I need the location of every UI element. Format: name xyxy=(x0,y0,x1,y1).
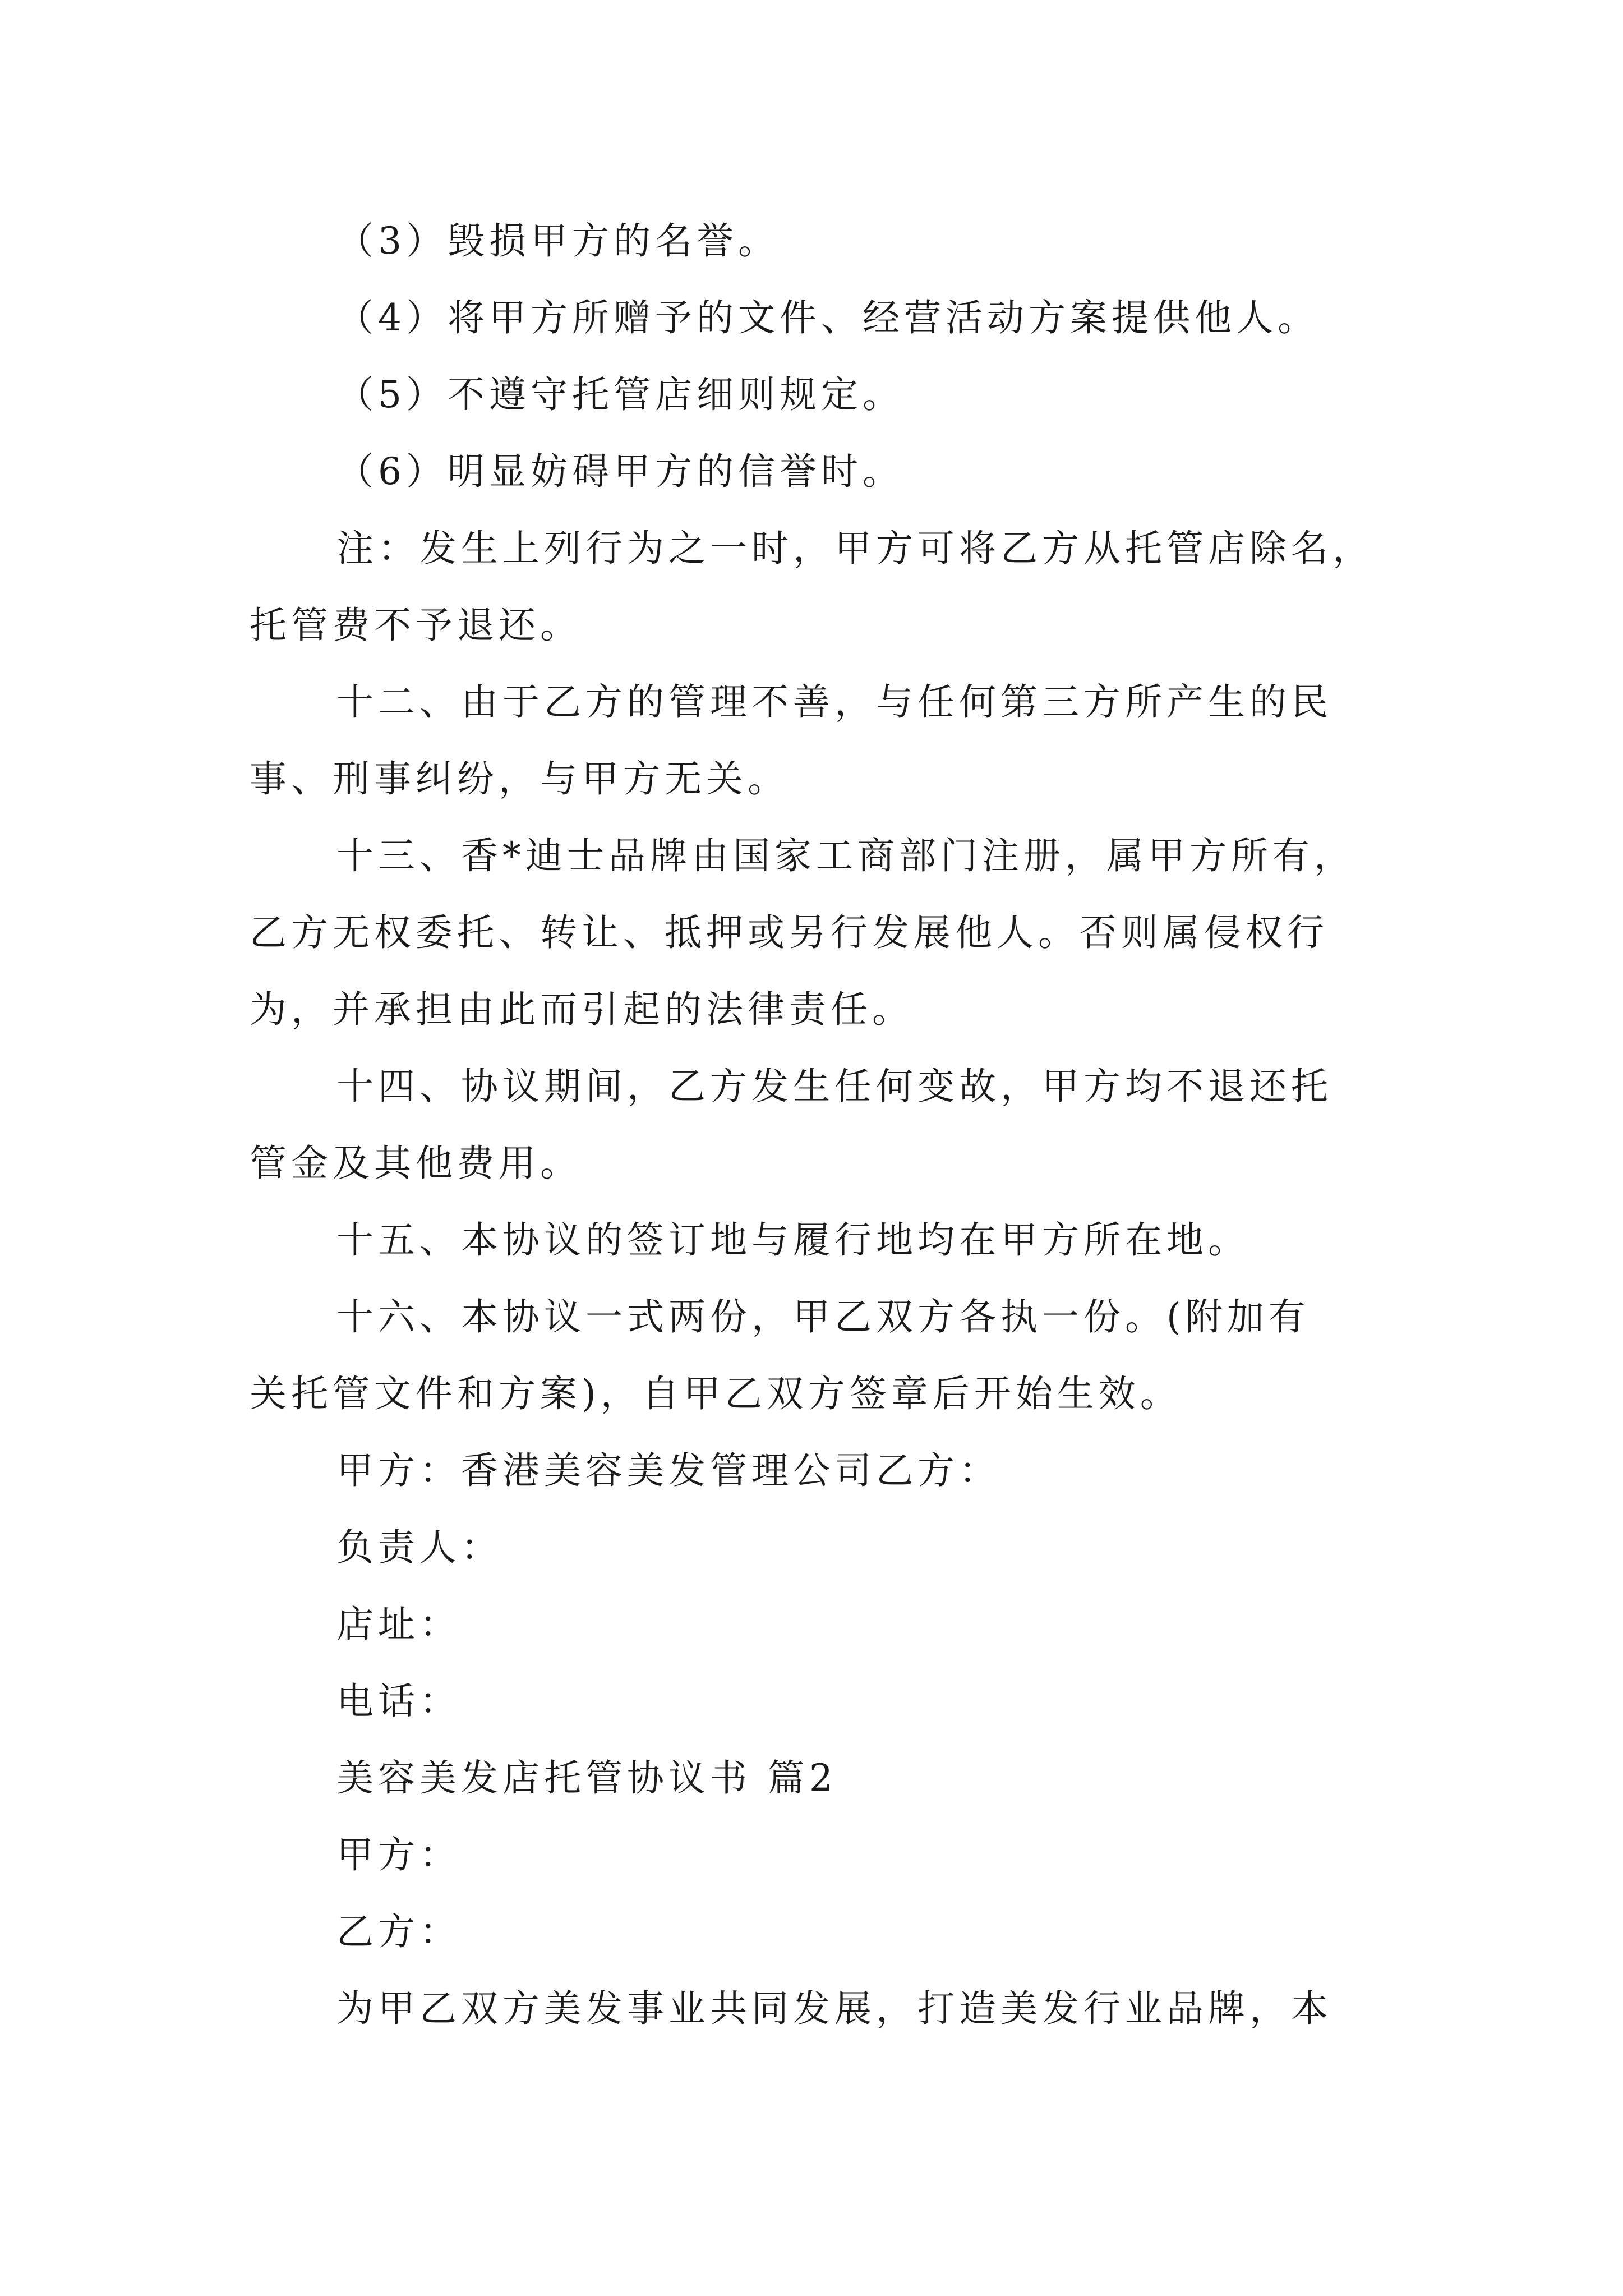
text-line: （6）明显妨碍甲方的信誉时。 xyxy=(336,450,904,493)
text-line: 甲方： xyxy=(336,1833,461,1876)
text-line: 负责人： xyxy=(336,1526,502,1569)
text-line: 十五、本协议的签订地与履行地均在甲方所在地。 xyxy=(336,1218,1249,1262)
text-line: 十三、香*迪士品牌由国家工商部门注册，属甲方所有， xyxy=(336,834,1355,877)
text-line: 注：发生上列行为之一时，甲方可将乙方从托管店除名， xyxy=(336,527,1374,570)
text-line: 十六、本协议一式两份，甲乙双方各执一份。(附加有 xyxy=(336,1295,1310,1338)
text-line: 为，并承担由此而引起的法律责任。 xyxy=(250,988,914,1031)
text-line: （3）毁损甲方的名誉。 xyxy=(336,219,780,263)
section-heading: 美容美发店托管协议书 篇2 xyxy=(336,1756,837,1800)
text-line: 乙方： xyxy=(336,1910,461,1953)
text-line: 甲方：香港美容美发管理公司乙方： xyxy=(336,1449,1000,1492)
text-line: 关托管文件和方案)，自甲乙双方签章后开始生效。 xyxy=(250,1372,1182,1415)
text-line: 十二、由于乙方的管理不善，与任何第三方所产生的民 xyxy=(336,680,1332,724)
text-line: 乙方无权委托、转让、抵押或另行发展他人。否则属侵权行 xyxy=(250,911,1329,954)
text-line: 十四、协议期间，乙方发生任何变故，甲方均不退还托 xyxy=(336,1065,1332,1108)
text-line: 店址： xyxy=(336,1603,461,1646)
text-line: （5）不遵守托管店细则规定。 xyxy=(336,373,904,416)
text-line: 管金及其他费用。 xyxy=(250,1142,582,1185)
text-line: 事、刑事纠纷，与甲方无关。 xyxy=(250,757,789,800)
text-line: 为甲乙双方美发事业共同发展，打造美发行业品牌，本 xyxy=(336,1987,1332,2030)
text-line: 托管费不予退还。 xyxy=(250,604,582,647)
text-line: 电话： xyxy=(336,1680,461,1723)
text-line: （4）将甲方所赠予的文件、经营活动方案提供他人。 xyxy=(336,296,1319,339)
